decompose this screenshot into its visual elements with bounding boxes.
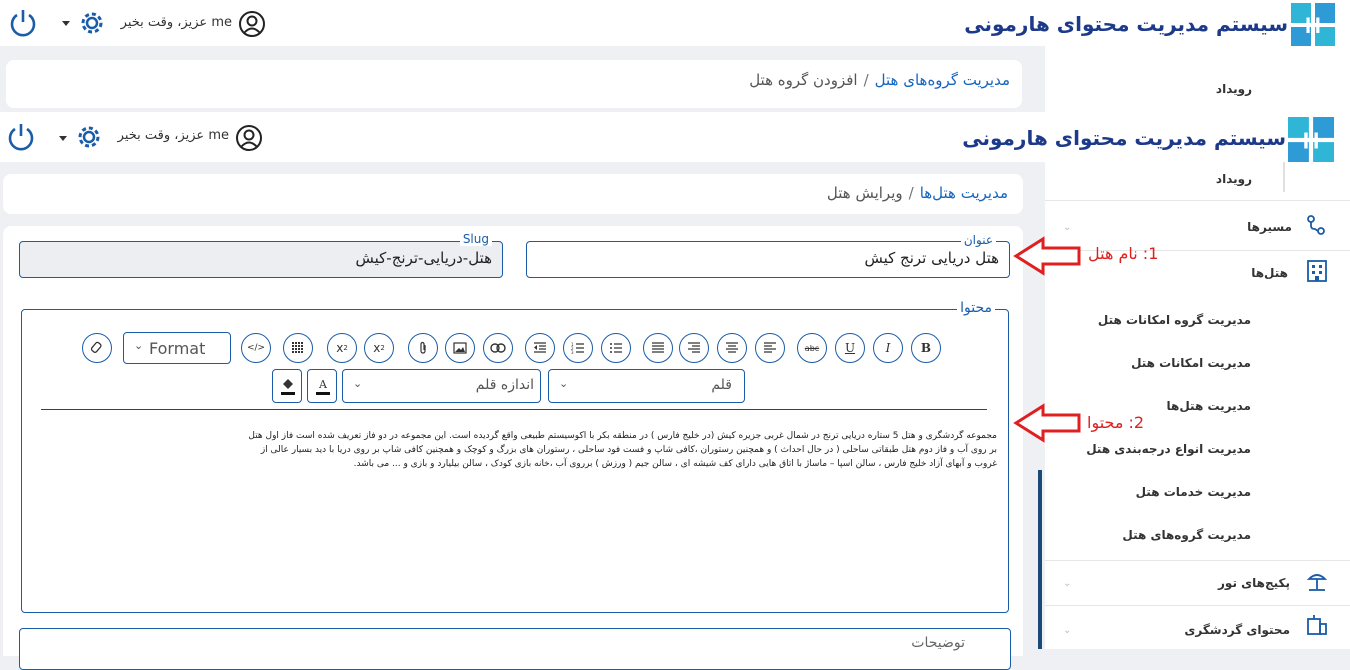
align-left-button[interactable] [755, 333, 785, 363]
eraser-icon[interactable] [82, 333, 112, 363]
user-icon [235, 124, 263, 152]
brand-title: سیستم مدیریت محتوای هارمونی [962, 126, 1286, 150]
underline-button[interactable]: U [835, 333, 865, 363]
justify-button[interactable] [643, 333, 673, 363]
sidebar-item-tour-packages[interactable]: پکیج‌های تور [1218, 576, 1290, 590]
hotel-icon [1307, 260, 1327, 286]
chevron-down-icon[interactable]: ⌄ [1063, 578, 1072, 589]
chevron-down-icon[interactable] [62, 21, 70, 26]
svg-text:2: 2 [571, 346, 574, 351]
svg-text:1: 1 [571, 342, 574, 347]
brand-logo [1288, 117, 1332, 161]
attachment-icon[interactable] [408, 333, 438, 363]
svg-text:3: 3 [571, 350, 574, 354]
divider [1283, 162, 1285, 192]
annotation-2: 2: محتوا [1087, 413, 1145, 432]
toolbar-divider [41, 409, 987, 410]
sidebar [1045, 162, 1350, 649]
content-label: محتوا [957, 300, 995, 316]
user-greeting: me عزیز، وقت بخیر [120, 15, 232, 30]
link-icon[interactable] [483, 333, 513, 363]
table-icon[interactable] [283, 333, 313, 363]
divider [1045, 560, 1350, 561]
sidebar-item-hotels[interactable]: هتل‌ها [1251, 266, 1288, 280]
user-icon [238, 10, 266, 38]
arrow-icon [1013, 403, 1083, 447]
background-header [0, 0, 1350, 46]
background-sidebar [1045, 46, 1350, 112]
chevron-down-icon: ⌄ [559, 377, 569, 390]
building-icon [1306, 614, 1328, 640]
italic-button[interactable]: I [873, 333, 903, 363]
arrow-icon [1013, 236, 1083, 280]
source-code-button[interactable]: </> [241, 333, 271, 363]
font-color-button[interactable] [307, 369, 337, 403]
image-icon[interactable] [445, 333, 475, 363]
slug-field[interactable] [19, 241, 503, 278]
strikethrough-button[interactable]: abc [797, 333, 827, 363]
brand-title: سیستم مدیریت محتوای هارمونی [964, 12, 1288, 36]
description-field[interactable] [19, 628, 1011, 670]
chevron-down-icon: ⌄ [134, 339, 144, 352]
sidebar-subitem-hotel-amenity-groups[interactable]: مدیریت گروه امکانات هتل [1097, 313, 1251, 327]
sidebar-subitem-hotel-services[interactable]: مدیریت خدمات هتل [1135, 485, 1251, 499]
title-value[interactable]: هتل دریایی ترنج کیش [864, 249, 999, 267]
bold-button[interactable]: B [911, 333, 941, 363]
gear-icon[interactable] [74, 122, 104, 152]
chevron-down-icon[interactable] [59, 136, 67, 141]
subscript-button[interactable]: x 2 [364, 333, 394, 363]
breadcrumb-link[interactable]: مدیریت هتل‌ها [919, 184, 1008, 202]
slug-value[interactable]: هتل-دریایی-ترنج-کیش [355, 249, 492, 267]
chevron-down-icon: ⌄ [353, 377, 363, 390]
scrollbar[interactable] [1038, 470, 1042, 649]
gear-icon[interactable] [77, 8, 107, 38]
breadcrumb-card [3, 174, 1023, 214]
sidebar-subitem-hotel-amenities[interactable]: مدیریت امکانات هتل [1131, 356, 1251, 370]
sidebar-item-event-back[interactable]: رویداد [1215, 82, 1252, 96]
sidebar-subitem-hotels[interactable]: مدیریت هتل‌ها [1166, 399, 1251, 413]
svg-text:H: H [1305, 13, 1321, 38]
sidebar-subitem-hotel-ratings[interactable]: مدیریت انواع درجه‌بندی هتل [1086, 442, 1251, 456]
slug-label: Slug [460, 232, 492, 246]
superscript-button[interactable]: x 2 [327, 333, 357, 363]
background-breadcrumb: مدیریت گروه‌های هتل/افزودن گروه هتل [749, 71, 1010, 89]
sidebar-subitem-hotel-groups[interactable]: مدیریت گروه‌های هتل [1122, 528, 1251, 542]
sidebar-item-event[interactable]: رویداد [1215, 172, 1252, 186]
user-greeting: me عزیز، وقت بخیر [117, 128, 229, 143]
annotation-1: 1: نام هتل [1088, 244, 1159, 263]
sidebar-item-tourism-content[interactable]: محتوای گردشگری [1184, 623, 1290, 637]
title-label: عنوان [961, 233, 996, 247]
background-breadcrumb-card [6, 60, 1022, 108]
divider [1045, 605, 1350, 606]
numbered-list-button[interactable] [563, 333, 593, 363]
bullet-list-button[interactable] [601, 333, 631, 363]
background-color-button[interactable] [272, 369, 302, 403]
svg-text:A: A [319, 378, 327, 391]
font-family-select[interactable]: قلم ⌄ [548, 369, 745, 403]
svg-text:H: H [1302, 127, 1320, 154]
outdent-button[interactable] [525, 333, 555, 363]
description-label: توضیحات [908, 635, 968, 651]
divider [1045, 200, 1350, 201]
sidebar-item-routes[interactable]: مسیرها [1247, 220, 1292, 234]
beach-umbrella-icon [1306, 570, 1328, 596]
header [0, 112, 1350, 162]
breadcrumb-current: ویرایش هتل [826, 184, 903, 202]
breadcrumb: مدیریت هتل‌ها/ویرایش هتل [826, 184, 1008, 202]
power-icon[interactable] [8, 8, 36, 36]
brand-logo [1291, 3, 1335, 47]
chevron-down-icon[interactable]: ⌄ [1063, 222, 1072, 233]
align-right-button[interactable] [679, 333, 709, 363]
title-field[interactable] [526, 241, 1010, 278]
chevron-down-icon[interactable]: ⌄ [1063, 625, 1072, 636]
content-text[interactable]: مجموعه گردشگری و هتل 5 ستاره دریایی ترنج در شمال غربی جزیره کیش (در خلیج فارس ) در منطقه بکر با اکوسیستم طبیعی واقع گردیده است. این مجموعه در دو فاز تعریف شده است فاز اول هتل بر روی آب و فاز دوم هتل طبقاتی ساحلی ( در حال احداث ) و همچنین رستوران ،کافی شاپ و فست فود ساحلی ، رستوران های بزرگ و کوچک و همچنین کافی شاپ بر روی دریا با دید بسیار عالی از غروب و آبهای آزاد خلیج فارس ، سالن اسپا – ماساژ با اتاق هایی دارای کف شیشه ای ، سالن جیم ( ورزش ) برروی آب ،خانه بازی کودک ، سالن بیلیارد و بازی و ... می باشد. [248, 431, 997, 469]
align-center-button[interactable] [717, 333, 747, 363]
format-select[interactable]: ⌄ Format [123, 332, 231, 364]
power-icon[interactable] [6, 122, 34, 150]
font-size-select[interactable]: اندازه قلم ⌄ [342, 369, 541, 403]
route-icon [1305, 214, 1327, 240]
